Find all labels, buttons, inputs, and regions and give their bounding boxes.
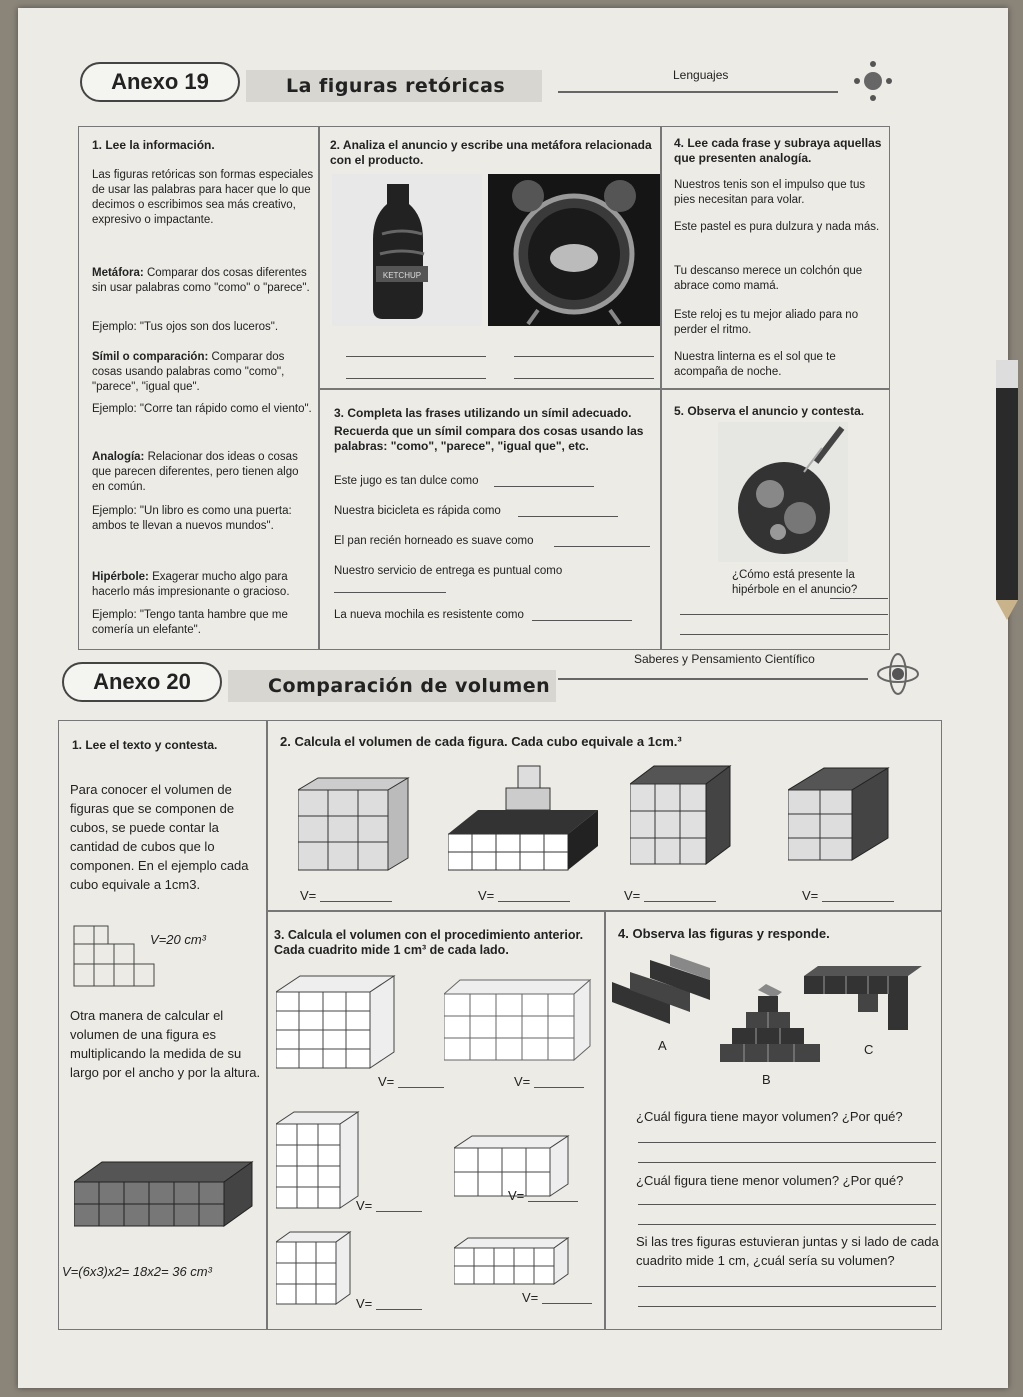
q2-v2: V= (478, 888, 495, 903)
q5-blank-3[interactable] (680, 634, 888, 635)
sentence-2: Nuestra bicicleta es rápida como (334, 505, 501, 517)
hiperbole-example: Ejemplo: "Tengo tanta hambre que me comería un elefante". (92, 609, 288, 636)
analogia-text: Relacionar dos ideas o cosas que parecen diferentes, pero tienen algo en común. (92, 451, 299, 493)
anexo19-title: La figuras retóricas (246, 70, 542, 102)
a19-q3-sub: Recuerda que un símil compara dos cosas usando las palabras: "como", "parece", "igual que", etc. (334, 424, 644, 453)
q3-figure-1 (276, 974, 406, 1070)
q3-v5: V= (356, 1296, 373, 1311)
analogia-example: Ejemplo: "Un libro es como una puerta: ambos te llevan a nuevos mundos". (92, 505, 292, 532)
staircase-example (70, 920, 160, 990)
prism-example (74, 1158, 254, 1228)
metafora-label: Metáfora: (92, 267, 144, 279)
clock-ad-image (488, 174, 660, 326)
q3-figure-2 (444, 978, 594, 1062)
simil-label: Símil o comparación: (92, 351, 209, 363)
a19-q5-question: ¿Cómo está presente la hipérbole en el anuncio? (732, 569, 858, 596)
q3-v2: V= (514, 1074, 531, 1089)
q3-figure-6 (454, 1236, 574, 1286)
worksheet-page (18, 8, 1008, 1388)
q3-v4-blank[interactable] (528, 1201, 578, 1202)
a20-q2-heading: 2. Calcula el volumen de cada figura. Cada cubo equivale a 1cm.³ (280, 734, 682, 749)
q3-v6-blank[interactable] (542, 1303, 592, 1304)
phrase-3[interactable]: Tu descanso merece un colchón que abrace como mamá. (674, 265, 863, 292)
a19-q1-heading: 1. Lee la información. (92, 138, 215, 152)
simil-text: Comparar dos cosas usando palabras como "como", "parece", "igual que". (92, 351, 285, 393)
analogia-label: Analogía: (92, 451, 145, 463)
anexo20-badge: Anexo 20 (62, 662, 222, 702)
bottle-label: KETCHUP (382, 271, 422, 280)
sentence-5: La nueva mochila es resistente como (334, 609, 524, 621)
pencil-image (990, 340, 1023, 620)
metaphor-line-4[interactable] (514, 378, 654, 379)
q2-v1-blank[interactable] (320, 901, 392, 902)
sentence-2-blank[interactable] (518, 516, 618, 517)
phrase-5[interactable]: Nuestra linterna es el sol que te acompaña de noche. (674, 351, 836, 378)
q3-figure-3 (276, 1110, 368, 1210)
a20-q3-heading: 3. Calcula el volumen con el procedimiento anterior. Cada cuadrito mide 1 cm³ de cada lado. (274, 928, 584, 957)
simil-example: Ejemplo: "Corre tan rápido como el viento". (92, 403, 312, 415)
q4-answer-1a[interactable] (638, 1142, 936, 1143)
q3-v5-blank[interactable] (376, 1309, 422, 1310)
anexo19-badge: Anexo 19 (80, 62, 240, 102)
a19-intro: Las figuras retóricas son formas especiales de usar las palabras para hacer que lo que decimos o escribimos sea más creativo, expresivo o impactante. (92, 169, 314, 226)
a19-q2-heading: 2. Analiza el anuncio y escribe una metáfora relacionada con el producto. (330, 138, 652, 167)
q4-answer-3a[interactable] (638, 1286, 936, 1287)
sentence-5-blank[interactable] (532, 620, 632, 621)
sentence-4-blank[interactable] (334, 592, 446, 593)
a20-other: Otra manera de calcular el volumen de una figura es multiplicando la medida de su largo por el ancho y por la altura. (70, 1008, 261, 1080)
q3-v3: V= (356, 1198, 373, 1213)
q2-v1: V= (300, 888, 317, 903)
sentence-1: Este jugo es tan dulce como (334, 475, 479, 487)
anexo20-title: Comparación de volumen (228, 670, 556, 702)
a20-intro: Para conocer el volumen de figuras que se componen de cubos, se puede contar la cantidad de cubos que lo componen. En el ejemplo cada cubo equivale a 1cm3. (70, 782, 249, 892)
q4-figure-a (610, 952, 720, 1026)
hiperbole-label: Hipérbole: (92, 571, 149, 583)
q3-v1-blank[interactable] (398, 1087, 444, 1088)
sentence-3-blank[interactable] (554, 546, 650, 547)
metaphor-line-2[interactable] (514, 356, 654, 357)
anexo19-subject: Lenguajes (673, 68, 729, 82)
metaphor-line-3[interactable] (346, 378, 486, 379)
q2-figure-2 (448, 764, 608, 876)
q3-figure-5 (276, 1230, 356, 1306)
q3-v4: V= (508, 1188, 525, 1203)
prism-formula: V=(6x3)x2= 18x2= 36 cm³ (62, 1264, 212, 1279)
metafora-text: Comparar dos cosas diferentes sin usar palabras como "como" o "parece". (92, 267, 310, 294)
q2-v4: V= (802, 888, 819, 903)
simil-block (92, 350, 314, 395)
q2-v4-blank[interactable] (822, 901, 894, 902)
q3-v3-blank[interactable] (376, 1211, 422, 1212)
q4-answer-2a[interactable] (638, 1204, 936, 1205)
hiperbole-block (92, 570, 314, 600)
q4-question-3: Si las tres figuras estuvieran juntas y si lado de cada cuadrito mide 1 cm, ¿cuál sería su volumen? (636, 1234, 939, 1268)
metafora-block (92, 266, 314, 296)
q3-v6: V= (522, 1290, 539, 1305)
hiperbole-text: Exagerar mucho algo para hacerlo más impresionante o gracioso. (92, 571, 290, 598)
sentence-4: Nuestro servicio de entrega es puntual como (334, 565, 563, 577)
q4-question-1: ¿Cuál figura tiene mayor volumen? ¿Por qué? (636, 1109, 903, 1124)
metaphor-line-1[interactable] (346, 356, 486, 357)
metafora-example: Ejemplo: "Tus ojos son dos luceros". (92, 321, 279, 333)
q2-v3: V= (624, 888, 641, 903)
q2-figure-4 (788, 766, 898, 866)
header-line-2 (558, 678, 868, 680)
sentence-3: El pan recién horneado es suave como (334, 535, 534, 547)
a19-q3-heading: 3. Completa las frases utilizando un símil adecuado. (334, 406, 632, 420)
q3-v1: V= (378, 1074, 395, 1089)
ketchup-ad-image (332, 174, 482, 326)
science-icon (874, 650, 922, 698)
q4-answer-2b[interactable] (638, 1224, 936, 1225)
subject-icon (848, 56, 898, 106)
q4-figure-c (798, 956, 928, 1036)
phrase-1[interactable]: Nuestros tenis son el impulso que tus pies necesitan para volar. (674, 179, 866, 206)
q2-figure-3 (630, 764, 742, 868)
q4-answer-1b[interactable] (638, 1162, 936, 1163)
q3-v2-blank[interactable] (534, 1087, 584, 1088)
hyperbole-ad-image (718, 422, 848, 562)
label-b: B (762, 1072, 771, 1087)
q5-blank-2[interactable] (680, 614, 888, 615)
sentence-1-blank[interactable] (494, 486, 594, 487)
q4-answer-3b[interactable] (638, 1306, 936, 1307)
a20-q4-heading: 4. Observa las figuras y responde. (618, 926, 830, 941)
label-c: C (864, 1042, 874, 1057)
example-volume: V=20 cm³ (150, 932, 206, 947)
q2-v3-blank[interactable] (644, 901, 716, 902)
q2-v2-blank[interactable] (498, 901, 570, 902)
header-line (558, 91, 838, 93)
anexo20-subject: Saberes y Pensamiento Científico (634, 652, 815, 666)
a19-q5-heading: 5. Observa el anuncio y contesta. (674, 404, 865, 418)
q4-question-2: ¿Cuál figura tiene menor volumen? ¿Por qué? (636, 1173, 904, 1188)
a19-q4-heading: 4. Lee cada frase y subraya aquellas que presenten analogía. (674, 136, 882, 165)
phrase-4[interactable]: Este reloj es tu mejor aliado para no perder el ritmo. (674, 309, 859, 336)
analogia-block (92, 450, 314, 495)
q2-figure-1 (298, 776, 428, 876)
phrase-2[interactable]: Este pastel es pura dulzura y nada más. (674, 221, 880, 233)
label-a: A (658, 1038, 667, 1053)
a20-q1-heading: 1. Lee el texto y contesta. (72, 738, 218, 752)
q5-blank-1[interactable] (830, 598, 888, 599)
